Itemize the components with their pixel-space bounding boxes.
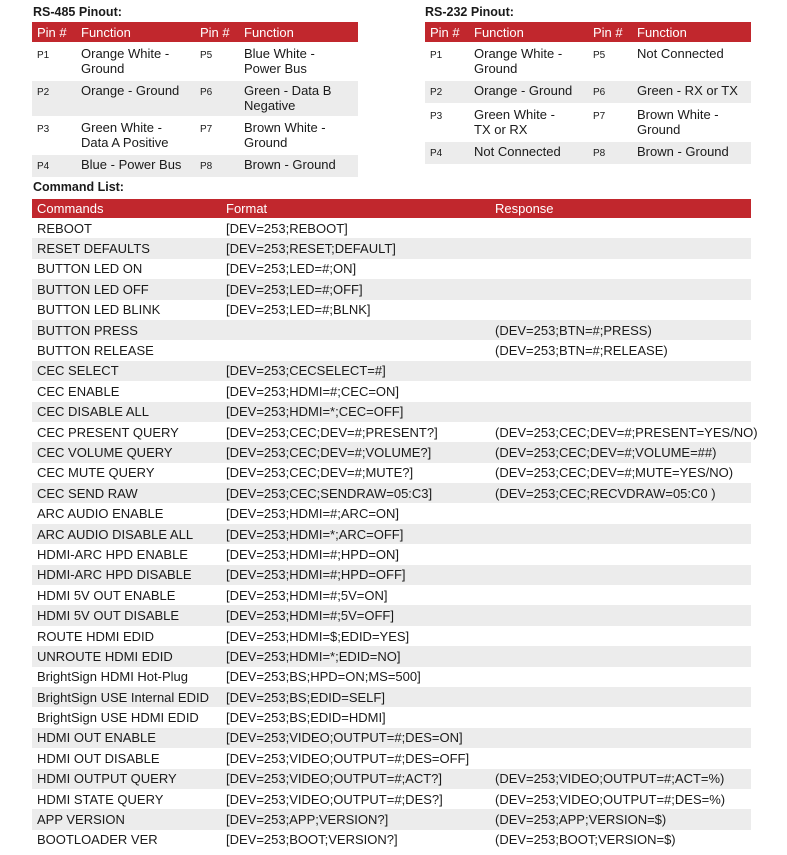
- command-format: [DEV=253;HDMI=#;CEC=ON]: [226, 383, 400, 399]
- pin-function: [469, 141, 588, 164]
- rs485-header-row: [32, 22, 358, 43]
- command-row: [32, 259, 751, 279]
- command-response: (DEV=253;BTN=#;RELEASE): [495, 343, 668, 359]
- command-response: [492, 381, 751, 401]
- command-name: ARC AUDIO DISABLE ALL: [32, 524, 224, 544]
- command-row: [32, 605, 751, 625]
- command-name: BrightSign USE HDMI EDID: [37, 710, 199, 726]
- header-format: Format: [224, 199, 492, 218]
- command-response: (DEV=253;CEC;DEV=#;PRESENT=YES/NO): [495, 424, 758, 440]
- rs485-title: RS-485 Pinout:: [33, 5, 122, 19]
- command-name: CEC VOLUME QUERY: [32, 442, 224, 462]
- rs232-header-pin1: Pin #: [425, 22, 469, 43]
- command-format: [DEV=253;HDMI=#;HPD=ON]: [226, 546, 400, 562]
- pin-function: [76, 117, 195, 154]
- command-row: [32, 361, 751, 381]
- command-row: [32, 463, 751, 483]
- command-name: BUTTON PRESS: [32, 320, 224, 340]
- command-response: (DEV=253;CEC;DEV=#;MUTE=YES/NO): [495, 465, 734, 481]
- pin-function-line: Blue White -: [244, 46, 315, 61]
- pin-number: P5: [200, 50, 213, 61]
- command-name: ARC AUDIO ENABLE: [37, 506, 164, 522]
- command-format: [DEV=253;HDMI=#;ARC=ON]: [226, 506, 400, 522]
- command-row: [32, 503, 751, 523]
- command-name: HDMI-ARC HPD ENABLE: [37, 546, 188, 562]
- rs232-pinout-table: [425, 22, 751, 164]
- command-response: (DEV=253;VIDEO;OUTPUT=#;ACT=%): [492, 769, 751, 789]
- pin-function-line: Orange - Ground: [474, 83, 573, 98]
- command-row: [32, 422, 751, 442]
- command-response: [492, 238, 751, 258]
- command-name: HDMI 5V OUT DISABLE: [32, 605, 224, 625]
- command-row: [32, 565, 751, 585]
- pin-function-line: Brown White -: [244, 120, 326, 135]
- pin-function-line: Blue - Power Bus: [81, 157, 182, 172]
- pin-function: [239, 117, 358, 154]
- command-format: [DEV=253;LED=#;OFF]: [224, 279, 492, 299]
- command-format: [DEV=253;HDMI=*;CEC=OFF]: [224, 402, 492, 422]
- pin-number: P6: [588, 80, 632, 104]
- command-name: HDMI-ARC HPD DISABLE: [32, 565, 224, 585]
- command-format: [DEV=253;VIDEO;OUTPUT=#;DES=ON]: [224, 728, 492, 748]
- pin-function-line: Green White -: [81, 120, 162, 135]
- command-name: CEC SEND RAW: [32, 483, 224, 503]
- pin-function: [239, 43, 358, 80]
- command-response: [492, 300, 751, 320]
- pin-function-line: TX or RX: [474, 122, 528, 137]
- command-name: HDMI OUTPUT QUERY: [32, 769, 224, 789]
- rs485-pinout-table: [32, 22, 358, 177]
- pin-function-line: Ground: [244, 135, 288, 150]
- command-format: [DEV=253;BS;EDID=SELF]: [224, 687, 492, 707]
- pin-function: [239, 80, 358, 117]
- command-row: [32, 320, 751, 340]
- command-row: [32, 626, 751, 646]
- pin-row: [32, 117, 358, 154]
- command-response: [492, 605, 751, 625]
- command-format: [DEV=253;BOOT;VERSION?]: [226, 832, 398, 848]
- command-row: [32, 381, 751, 401]
- pin-function-line: Negative: [244, 98, 296, 113]
- pin-function: [632, 80, 751, 104]
- command-format: [DEV=253;LED=#;ON]: [226, 261, 357, 277]
- command-name: BUTTON LED OFF: [32, 279, 224, 299]
- pin-function-line: Orange White -: [81, 46, 170, 61]
- command-row: [32, 279, 751, 299]
- pin-function: [239, 154, 358, 177]
- pin-number: P4: [425, 141, 469, 164]
- command-name: BUTTON RELEASE: [37, 343, 154, 359]
- command-format: [DEV=253;CEC;DEV=#;VOLUME?]: [224, 442, 492, 462]
- command-format: [DEV=253;VIDEO;OUTPUT=#;DES?]: [226, 791, 443, 807]
- command-format: [DEV=253;VIDEO;OUTPUT=#;ACT?]: [224, 769, 492, 789]
- pin-function-line: Ground: [81, 61, 125, 76]
- rs485-header-pin1: Pin #: [32, 22, 76, 43]
- command-row: [32, 442, 751, 462]
- rs485-header-function2: Function: [239, 22, 358, 43]
- command-response: (DEV=253;VIDEO;OUTPUT=#;DES=%): [495, 791, 726, 807]
- command-row: [32, 238, 751, 258]
- command-response: [492, 585, 751, 605]
- command-name: UNROUTE HDMI EDID: [32, 646, 224, 666]
- command-format: [DEV=253;BS;HPD=ON;MS=500]: [226, 669, 421, 685]
- command-response: [492, 544, 751, 564]
- pin-number: P2: [32, 80, 76, 117]
- pin-function-line: Not Connected: [474, 144, 561, 159]
- pin-number: P8: [588, 141, 632, 164]
- pin-function-line: Ground: [474, 61, 518, 76]
- pin-function-line: Ground: [637, 122, 681, 137]
- command-format: [DEV=253;APP;VERSION?]: [224, 809, 492, 829]
- command-format: [DEV=253;HDMI=*;EDID=NO]: [224, 646, 492, 666]
- command-response: (DEV=253;BOOT;VERSION=$): [495, 832, 676, 848]
- pin-number: P8: [195, 154, 239, 177]
- command-name: HDMI OUT ENABLE: [32, 728, 224, 748]
- command-response: (DEV=253;APP;VERSION=$): [492, 809, 751, 829]
- pin-number: P3: [37, 124, 50, 135]
- command-row: [32, 544, 751, 564]
- pin-function: [632, 43, 751, 80]
- pin-function-line: Brown White -: [637, 107, 719, 122]
- pin-number: P4: [32, 154, 76, 177]
- pin-number: P7: [200, 124, 213, 135]
- rs232-header-function2: Function: [632, 22, 751, 43]
- command-name: HDMI STATE QUERY: [37, 791, 164, 807]
- pin-function-line: Power Bus: [244, 61, 307, 76]
- command-response: [492, 707, 751, 727]
- command-row: [32, 218, 751, 238]
- command-name: BUTTON LED BLINK: [37, 302, 161, 318]
- command-row: [32, 809, 751, 829]
- pin-row: [425, 141, 751, 164]
- header-commands: Commands: [32, 199, 224, 218]
- pin-number: P6: [195, 80, 239, 117]
- pin-row: [425, 43, 751, 80]
- command-response: [492, 503, 751, 523]
- command-format: [DEV=253;HDMI=#;5V=ON]: [226, 587, 388, 603]
- command-header-row: [32, 199, 751, 218]
- command-response: [492, 626, 751, 646]
- command-row: [32, 789, 751, 809]
- pin-number: P1: [430, 50, 443, 61]
- command-name: REBOOT: [37, 220, 92, 236]
- command-row: [32, 769, 751, 789]
- command-format: [DEV=253;RESET;DEFAULT]: [224, 238, 492, 258]
- command-format: [DEV=253;BS;EDID=HDMI]: [226, 710, 386, 726]
- pin-function-line: Brown - Ground: [637, 144, 729, 159]
- command-row: [32, 667, 751, 687]
- pin-function-line: Orange White -: [474, 46, 563, 61]
- rs232-header-function1: Function: [469, 22, 588, 43]
- command-name: CEC MUTE QUERY: [37, 465, 155, 481]
- command-format: [DEV=253;REBOOT]: [226, 220, 348, 236]
- header-response: Response: [492, 199, 751, 218]
- command-row: [32, 646, 751, 666]
- pin-function-line: Green White -: [474, 107, 555, 122]
- command-format: [224, 320, 492, 340]
- command-format: [224, 340, 492, 360]
- command-format: [DEV=253;CEC;DEV=#;MUTE?]: [226, 465, 414, 481]
- command-name: CEC PRESENT QUERY: [37, 424, 179, 440]
- command-format: [DEV=253;CEC;SENDRAW=05:C3]: [224, 483, 492, 503]
- command-format: [DEV=253;HDMI=*;ARC=OFF]: [224, 524, 492, 544]
- rs232-title: RS-232 Pinout:: [425, 5, 514, 19]
- command-name: HDMI 5V OUT ENABLE: [37, 587, 176, 603]
- pin-function: [469, 43, 588, 80]
- command-response: [492, 524, 751, 544]
- rs485-header-pin2: Pin #: [195, 22, 239, 43]
- command-row: [32, 687, 751, 707]
- command-format: [DEV=253;HDMI=#;5V=OFF]: [224, 605, 492, 625]
- command-row: [32, 340, 751, 360]
- command-name: BrightSign HDMI Hot-Plug: [37, 669, 188, 685]
- pin-number: P3: [430, 111, 443, 122]
- pin-function-line: Green - Data B: [244, 83, 332, 98]
- command-name: RESET DEFAULTS: [32, 238, 224, 258]
- pin-function: [632, 141, 751, 164]
- command-name: BrightSign USE Internal EDID: [32, 687, 224, 707]
- command-name: APP VERSION: [32, 809, 224, 829]
- command-format: [DEV=253;HDMI=$;EDID=YES]: [226, 628, 410, 644]
- rs485-header-function1: Function: [76, 22, 195, 43]
- command-format: [DEV=253;HDMI=#;HPD=OFF]: [224, 565, 492, 585]
- command-row: [32, 707, 751, 727]
- command-name: BOOTLOADER VER: [37, 832, 158, 848]
- pin-row: [32, 154, 358, 177]
- pin-function-line: Data A Positive: [81, 135, 169, 150]
- pin-row: [425, 80, 751, 104]
- pin-row: [32, 43, 358, 80]
- command-row: [32, 402, 751, 422]
- command-row: [32, 585, 751, 605]
- command-response: [492, 748, 751, 768]
- pin-row: [32, 80, 358, 117]
- pin-function-line: Orange - Ground: [81, 83, 180, 98]
- command-name: BUTTON LED ON: [37, 261, 143, 277]
- pin-function: [76, 80, 195, 117]
- command-format: [DEV=253;CEC;DEV=#;PRESENT?]: [226, 424, 438, 440]
- pin-function: [632, 104, 751, 141]
- pin-number: P1: [37, 50, 50, 61]
- command-name: CEC ENABLE: [37, 383, 120, 399]
- command-response: [492, 402, 751, 422]
- pin-function: [469, 104, 588, 141]
- pin-function: [469, 80, 588, 104]
- command-response: [492, 667, 751, 687]
- command-response: [492, 259, 751, 279]
- command-response: [492, 687, 751, 707]
- pin-function: [76, 43, 195, 80]
- pin-function: [76, 154, 195, 177]
- command-response: (DEV=253;CEC;RECVDRAW=05:C0 ): [492, 483, 751, 503]
- command-row: [32, 748, 751, 768]
- command-list-table: [32, 199, 758, 850]
- pin-row: [425, 104, 751, 141]
- rs232-header-pin2: Pin #: [588, 22, 632, 43]
- rs232-header-row: [425, 22, 751, 43]
- pin-number: P7: [593, 111, 606, 122]
- command-row: [32, 300, 751, 320]
- command-row: [32, 524, 751, 544]
- pin-number: P5: [593, 50, 606, 61]
- command-row: [32, 728, 751, 748]
- command-response: [492, 646, 751, 666]
- command-response: [492, 218, 751, 238]
- command-response: [492, 361, 751, 381]
- command-name: CEC SELECT: [32, 361, 224, 381]
- command-response: [492, 728, 751, 748]
- pin-number: P2: [425, 80, 469, 104]
- command-name: CEC DISABLE ALL: [32, 402, 224, 422]
- command-response: [492, 565, 751, 585]
- command-name: HDMI OUT DISABLE: [37, 750, 160, 766]
- pin-function-line: Not Connected: [637, 46, 724, 61]
- command-format: [DEV=253;LED=#;BLNK]: [226, 302, 371, 318]
- command-row: [32, 830, 751, 850]
- command-format: [DEV=253;CECSELECT=#]: [224, 361, 492, 381]
- command-response: (DEV=253;CEC;DEV=#;VOLUME=##): [492, 442, 751, 462]
- command-name: ROUTE HDMI EDID: [37, 628, 154, 644]
- command-format: [DEV=253;VIDEO;OUTPUT=#;DES=OFF]: [226, 750, 470, 766]
- pin-function-line: Brown - Ground: [244, 157, 336, 172]
- pin-function-line: Green - RX or TX: [637, 83, 738, 98]
- command-response: (DEV=253;BTN=#;PRESS): [492, 320, 751, 340]
- command-list-title: Command List:: [33, 180, 124, 194]
- command-row: [32, 483, 751, 503]
- command-response: [492, 279, 751, 299]
